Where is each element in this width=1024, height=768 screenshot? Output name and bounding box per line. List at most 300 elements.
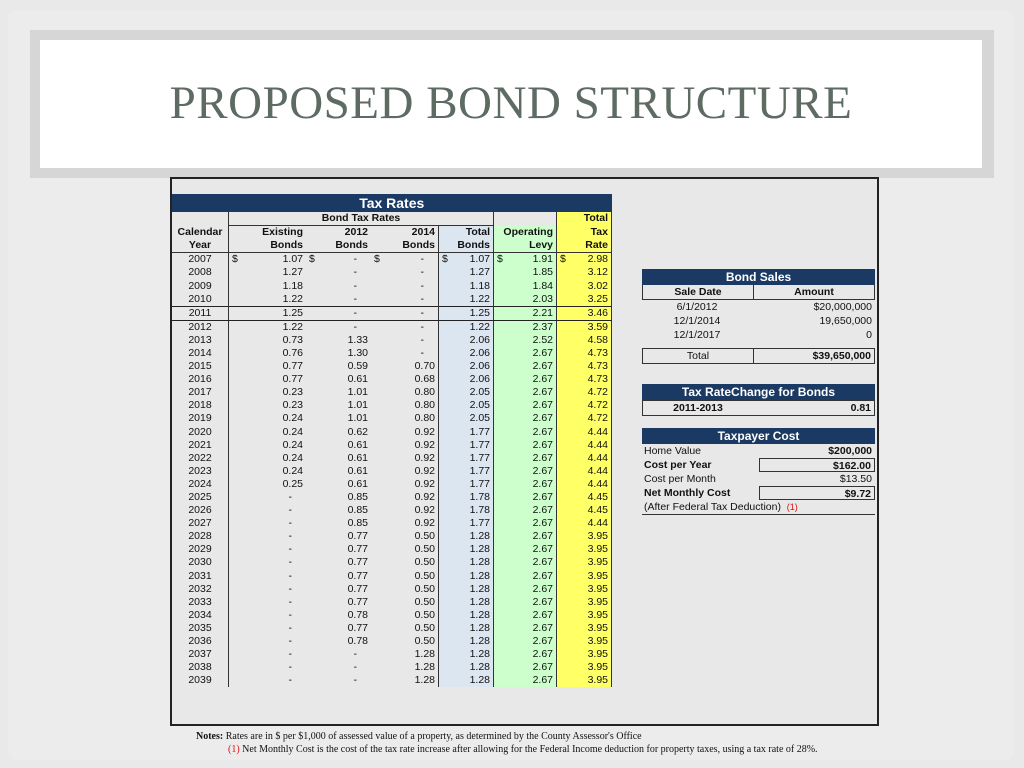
total-bonds-cell: 2.06	[439, 373, 494, 386]
year-cell: 2015	[188, 360, 212, 373]
table-row	[172, 360, 612, 373]
total-tax-rate-cell: 4.44	[557, 452, 612, 465]
bonds-2014-cell: 0.92	[414, 464, 435, 477]
bonds-2012-cell: -	[353, 648, 357, 661]
operating-levy-cell: 2.21	[494, 306, 557, 320]
tax-rates-title: Tax Rates	[172, 194, 612, 212]
year-cell: 2028	[188, 530, 212, 543]
year-cell: 2017	[188, 386, 212, 399]
table-row	[172, 347, 612, 360]
existing-bonds-cell: -	[229, 622, 307, 635]
cost-per-month-label: Cost per Month	[644, 473, 716, 485]
total-bonds-cell: 2.05	[439, 412, 494, 425]
existing-bonds-cell: -	[229, 491, 307, 504]
total-tax-rate-cell: $ 2.98	[557, 253, 612, 267]
year-cell: 2012	[188, 320, 212, 333]
table-row	[172, 674, 612, 687]
bonds-2014-cell: -	[371, 306, 439, 320]
total-tax-rate-cell: 4.58	[557, 334, 612, 347]
bonds-2014-cell: 0.80	[414, 412, 435, 425]
operating-levy-cell: 2.67	[494, 478, 557, 491]
total-tax-rate-cell: 4.44	[557, 517, 612, 530]
bond-sales-panel	[642, 269, 875, 364]
table-row	[172, 452, 612, 465]
bonds-2012-cell: 0.61	[347, 451, 368, 464]
existing-bonds-cell: 0.24	[229, 426, 307, 439]
year-cell: 2025	[188, 491, 212, 504]
operating-levy-cell: 2.67	[494, 674, 557, 687]
year-cell: 2019	[188, 412, 212, 425]
total-tax-rate-cell: 3.95	[557, 570, 612, 583]
cost-per-month: $13.50	[839, 473, 872, 485]
table-row	[172, 253, 612, 267]
cost-per-year-label: Cost per Year	[644, 459, 712, 471]
operating-levy-cell: 2.67	[494, 399, 557, 412]
amount-header: Amount	[794, 286, 834, 298]
bonds-2012-cell: 0.59	[347, 360, 368, 373]
bonds-2012-cell: 1.01	[347, 386, 368, 399]
existing-bonds-cell: 0.23	[229, 386, 307, 399]
total-bonds-cell: 1.28	[439, 570, 494, 583]
total-tax-rate-cell: 4.44	[557, 465, 612, 478]
total-bonds-cell: 1.28	[439, 674, 494, 687]
table-row	[172, 648, 612, 661]
taxpayer-cost-panel	[642, 428, 875, 515]
bonds-2014-cell: 0.50	[414, 556, 435, 569]
existing-bonds-cell: -	[229, 583, 307, 596]
total-tax-rate-cell: 4.73	[557, 347, 612, 360]
bonds-2012-cell: 0.77	[347, 582, 368, 595]
operating-levy-cell: 2.67	[494, 426, 557, 439]
year-cell: 2035	[188, 621, 212, 634]
bond-sale-row	[642, 300, 875, 314]
bonds-2014-cell: 0.92	[414, 451, 435, 464]
table-row	[172, 543, 612, 556]
table-row	[172, 293, 612, 307]
operating-levy-cell: 2.67	[494, 373, 557, 386]
bonds-2014-cell: 0.92	[414, 491, 435, 504]
total-bonds-cell: 1.28	[439, 661, 494, 674]
bonds-2012-cell: 0.61	[347, 464, 368, 477]
bonds-2014-cell: 0.68	[414, 373, 435, 386]
total-tax-rate-cell: 4.72	[557, 386, 612, 399]
total-bonds-header: Bonds	[439, 239, 494, 253]
year-cell: 2024	[188, 477, 212, 490]
sale-amount: 0	[866, 329, 872, 341]
total-tax-rate-cell: 3.95	[557, 543, 612, 556]
bonds-2014-cell: 0.50	[414, 608, 435, 621]
existing-bonds-cell: -	[229, 661, 307, 674]
operating-levy-cell: 2.67	[494, 504, 557, 517]
table-row	[172, 426, 612, 439]
bonds-2014-cell: -	[420, 333, 424, 346]
total-tax-rate-cell: 3.95	[557, 635, 612, 648]
operating-levy-cell: 2.67	[494, 648, 557, 661]
existing-bonds-cell: -	[229, 596, 307, 609]
existing-bonds-cell: 0.24	[229, 412, 307, 425]
table-row	[172, 266, 612, 279]
bonds-2012-cell: 0.78	[347, 608, 368, 621]
bonds-2014-cell: 0.92	[414, 477, 435, 490]
total-tax-rate-cell: 3.95	[557, 556, 612, 569]
total-tax-header: Tax	[557, 226, 612, 240]
bond-sale-row	[642, 328, 875, 342]
bonds-2012-cell: -	[353, 320, 357, 333]
bonds-2014-cell: 0.50	[414, 582, 435, 595]
existing-bonds-cell: 1.18	[229, 279, 307, 292]
bonds-2014-cell: 0.70	[414, 360, 435, 373]
year-cell: 2030	[188, 556, 212, 569]
b2012-header: Bonds	[335, 239, 368, 252]
operating-header: Levy	[494, 239, 557, 253]
bonds-2014-cell: $ -	[374, 253, 424, 266]
year-cell: 2022	[188, 451, 212, 464]
sale-date-header: Sale Date	[643, 285, 754, 299]
bond-tax-rates-header: Bond Tax Rates	[229, 212, 494, 226]
table-row	[172, 478, 612, 491]
operating-levy-cell: 2.67	[494, 583, 557, 596]
year-cell: 2010	[188, 292, 212, 305]
total-bonds-cell: 2.05	[439, 399, 494, 412]
bonds-2014-cell: 0.50	[414, 543, 435, 556]
year-cell: 2018	[188, 399, 212, 412]
total-bonds-cell: 1.28	[439, 543, 494, 556]
year-cell: 2016	[188, 373, 212, 386]
total-tax-rate-cell: 3.95	[557, 622, 612, 635]
bonds-2014-cell: -	[420, 320, 424, 333]
bonds-2012-cell: 0.85	[347, 504, 368, 517]
total-tax-rate-cell: 3.95	[557, 661, 612, 674]
total-tax-rate-cell: 4.72	[557, 412, 612, 425]
year-cell: 2032	[188, 582, 212, 595]
total-bonds-cell: 1.77	[439, 439, 494, 452]
total-tax-rate-cell: 3.95	[557, 609, 612, 622]
table-row	[172, 517, 612, 530]
bonds-2014-cell: 1.28	[414, 661, 435, 674]
total-bonds-cell: $ 1.07	[439, 253, 494, 267]
total-tax-rate-cell: 3.95	[557, 583, 612, 596]
total-bonds-cell: 1.28	[439, 609, 494, 622]
year-cell: 2029	[188, 543, 212, 556]
total-amount: $39,650,000	[812, 350, 871, 362]
operating-levy-cell: 2.67	[494, 556, 557, 569]
total-tax-rate-cell: 3.95	[557, 648, 612, 661]
bonds-2014-cell: 1.28	[414, 648, 435, 661]
bonds-2012-cell: 0.77	[347, 621, 368, 634]
table-row	[172, 635, 612, 648]
total-bonds-header: Total	[439, 226, 494, 240]
total-tax-rate-cell: 3.12	[557, 266, 612, 279]
total-tax-rate-cell: 3.25	[557, 293, 612, 307]
existing-header: Bonds	[229, 239, 307, 253]
currency-symbol: $	[442, 253, 448, 266]
existing-bonds-cell: -	[229, 556, 307, 569]
note-ref: (1)	[228, 744, 240, 755]
total-bonds-cell: 1.28	[439, 583, 494, 596]
bonds-2012-cell: 0.61	[347, 438, 368, 451]
sale-amount: 19,650,000	[819, 315, 872, 327]
bonds-2014-cell: 0.50	[414, 621, 435, 634]
tax-rates-body	[172, 253, 612, 688]
operating-levy-cell: 2.67	[494, 570, 557, 583]
currency-symbol: $	[309, 253, 315, 266]
bond-sales-title: Bond Sales	[642, 269, 875, 285]
bonds-2014-cell: 0.92	[414, 517, 435, 530]
total-bonds-cell: 2.06	[439, 360, 494, 373]
operating-levy-cell: 1.84	[494, 279, 557, 292]
total-tax-rate-cell: 4.44	[557, 478, 612, 491]
table-row	[172, 412, 612, 425]
year-cell: 2027	[188, 517, 212, 530]
rate-change-period: 2011-2013	[673, 402, 723, 414]
bonds-2012-cell: 0.78	[347, 635, 368, 648]
total-tax-rate-cell: 4.73	[557, 373, 612, 386]
total-tax-rate-cell: 3.02	[557, 279, 612, 292]
total-label: Total	[643, 349, 754, 363]
footnote-ref: (1)	[786, 502, 798, 512]
existing-bonds-cell: $ 1.07	[229, 253, 307, 267]
operating-levy-cell: 2.67	[494, 439, 557, 452]
total-bonds-cell: 1.22	[439, 320, 494, 334]
table-row	[172, 583, 612, 596]
b2014-header: Bonds	[402, 239, 435, 252]
table-row	[172, 622, 612, 635]
table-row	[172, 320, 612, 334]
bonds-2012-cell: 0.77	[347, 556, 368, 569]
bonds-2012-cell: 0.77	[347, 543, 368, 556]
total-bonds-cell: 2.06	[439, 347, 494, 360]
year-cell: 2026	[188, 504, 212, 517]
total-bonds-cell: 1.77	[439, 478, 494, 491]
existing-bonds-cell: -	[229, 570, 307, 583]
currency-symbol: $	[232, 253, 238, 266]
bonds-2014-cell: 0.50	[414, 595, 435, 608]
bonds-2012-cell: $ -	[309, 253, 357, 266]
table-row	[172, 570, 612, 583]
total-tax-header: Total	[557, 212, 612, 226]
bonds-2012-cell: -	[306, 306, 371, 320]
total-tax-rate-cell: 4.44	[557, 426, 612, 439]
existing-bonds-cell: 1.22	[229, 293, 307, 307]
bonds-2014-cell: 0.50	[414, 530, 435, 543]
existing-bonds-cell: 1.27	[229, 266, 307, 279]
bonds-2014-cell: 1.28	[414, 674, 435, 687]
notes-label: Notes:	[196, 731, 224, 742]
operating-levy-cell: 2.67	[494, 530, 557, 543]
bonds-2012-cell: 0.77	[347, 530, 368, 543]
bonds-2012-cell: -	[353, 279, 357, 292]
bonds-2012-cell: 0.77	[347, 595, 368, 608]
total-bonds-cell: 1.28	[439, 622, 494, 635]
existing-bonds-cell: -	[229, 543, 307, 556]
home-value: $200,000	[828, 445, 872, 457]
bonds-2012-cell: 0.77	[347, 569, 368, 582]
existing-bonds-cell: 0.25	[229, 478, 307, 491]
operating-levy-cell: 2.67	[494, 596, 557, 609]
existing-bonds-cell: 1.22	[229, 320, 307, 334]
tax-rates-table	[172, 194, 612, 687]
total-tax-rate-cell: 3.46	[557, 306, 612, 320]
bonds-2012-cell: -	[353, 292, 357, 305]
bonds-2012-cell: 1.33	[347, 333, 368, 346]
table-row	[172, 279, 612, 292]
operating-levy-cell: 2.67	[494, 609, 557, 622]
sale-date: 12/1/2014	[673, 315, 721, 327]
total-bonds-cell: 1.22	[439, 293, 494, 307]
note-line-1: Rates are in $ per $1,000 of assessed value of a property, as determined by the County Assessor's Office	[225, 731, 642, 742]
bonds-2012-cell: 0.85	[347, 517, 368, 530]
year-cell: 2033	[188, 595, 212, 608]
year-cell: 2007	[188, 253, 212, 266]
year-cell: 2014	[188, 346, 212, 359]
operating-levy-cell: 2.67	[494, 452, 557, 465]
note-line-2: Net Monthly Cost is the cost of the tax rate increase after allowing for the Federal Income deduction for property taxes, using a tax rate of 28%.	[242, 744, 818, 755]
year-cell: 2008	[188, 266, 212, 279]
year-cell: 2031	[188, 569, 212, 582]
operating-levy-cell: 2.67	[494, 386, 557, 399]
sale-amount: $20,000,000	[813, 301, 872, 313]
total-bonds-cell: 1.28	[439, 635, 494, 648]
total-bonds-cell: 2.05	[439, 386, 494, 399]
bonds-2014-cell: -	[420, 292, 424, 305]
total-bonds-cell: 1.25	[439, 306, 494, 320]
year-header: Year	[188, 239, 212, 252]
existing-bonds-cell: -	[229, 609, 307, 622]
operating-header: Operating	[494, 226, 557, 240]
total-tax-rate-cell: 4.73	[557, 360, 612, 373]
title-box	[40, 40, 982, 168]
existing-bonds-cell: -	[229, 635, 307, 648]
operating-levy-cell: 2.67	[494, 347, 557, 360]
net-monthly-cost-label: Net Monthly Cost	[644, 487, 731, 499]
existing-bonds-cell: 0.76	[229, 347, 307, 360]
rate-change-panel	[642, 384, 875, 416]
currency-symbol: $	[497, 253, 503, 266]
after-deduction-label: (After Federal Tax Deduction)	[644, 501, 781, 513]
operating-levy-cell: $ 1.91	[494, 253, 557, 267]
operating-levy-cell: 2.03	[494, 293, 557, 307]
existing-bonds-cell: 0.24	[229, 465, 307, 478]
existing-bonds-cell: -	[229, 648, 307, 661]
total-bonds-cell: 1.77	[439, 452, 494, 465]
total-bonds-cell: 2.06	[439, 334, 494, 347]
operating-levy-cell: 2.67	[494, 360, 557, 373]
bonds-2012-cell: 0.61	[347, 373, 368, 386]
year-cell: 2013	[188, 333, 212, 346]
operating-levy-cell: 2.67	[494, 661, 557, 674]
bonds-2012-cell: 0.85	[347, 491, 368, 504]
year-cell: 2009	[188, 279, 212, 292]
bonds-2012-cell: -	[353, 266, 357, 279]
table-row	[172, 399, 612, 412]
year-cell: 2039	[188, 674, 212, 687]
operating-levy-cell: 2.37	[494, 320, 557, 334]
table-row	[172, 504, 612, 517]
operating-levy-cell: 2.67	[494, 412, 557, 425]
existing-bonds-cell: -	[229, 530, 307, 543]
table-row	[172, 373, 612, 386]
existing-bonds-cell: -	[229, 517, 307, 530]
bonds-2014-cell: -	[420, 346, 424, 359]
total-tax-rate-cell: 3.59	[557, 320, 612, 334]
table-row	[172, 596, 612, 609]
notes	[196, 731, 818, 755]
total-tax-rate-cell: 3.95	[557, 596, 612, 609]
currency-symbol: $	[560, 253, 566, 266]
total-bonds-cell: 1.77	[439, 465, 494, 478]
operating-levy-cell: 2.67	[494, 635, 557, 648]
cost-per-year: $162.00	[759, 458, 875, 472]
table-row	[172, 491, 612, 504]
existing-bonds-cell: 0.24	[229, 452, 307, 465]
bonds-2012-cell: 1.01	[347, 399, 368, 412]
total-tax-rate-cell: 3.95	[557, 530, 612, 543]
table-row	[172, 439, 612, 452]
operating-levy-cell: 2.67	[494, 491, 557, 504]
bonds-2014-cell: 0.92	[414, 425, 435, 438]
total-bonds-cell: 1.77	[439, 517, 494, 530]
existing-bonds-cell: 0.23	[229, 399, 307, 412]
b2012-header: 2012	[344, 226, 368, 239]
existing-header: Existing	[229, 226, 307, 240]
total-bonds-cell: 1.27	[439, 266, 494, 279]
table-row	[172, 334, 612, 347]
existing-bonds-cell: 0.24	[229, 439, 307, 452]
year-cell: 2038	[188, 661, 212, 674]
table-row	[172, 465, 612, 478]
total-bonds-cell: 1.77	[439, 426, 494, 439]
bonds-2014-cell: -	[420, 266, 424, 279]
bonds-2014-cell: 0.92	[414, 438, 435, 451]
bonds-2012-cell: 0.62	[347, 425, 368, 438]
year-cell: 2023	[188, 464, 212, 477]
net-monthly-cost: $9.72	[759, 486, 875, 500]
year-cell: 2036	[188, 635, 212, 648]
sale-date: 12/1/2017	[673, 329, 721, 341]
total-tax-rate-cell: 4.45	[557, 491, 612, 504]
table-row	[172, 306, 612, 320]
existing-bonds-cell: 0.73	[229, 334, 307, 347]
bonds-2014-cell: 0.80	[414, 399, 435, 412]
year-cell: 2021	[188, 438, 212, 451]
year-cell: 2020	[188, 425, 212, 438]
total-bonds-cell: 1.78	[439, 491, 494, 504]
total-tax-rate-cell: 4.44	[557, 439, 612, 452]
operating-levy-cell: 2.67	[494, 517, 557, 530]
year-cell: 2037	[188, 648, 212, 661]
bonds-2012-cell: 1.01	[347, 412, 368, 425]
rate-change-value: 0.81	[850, 402, 871, 414]
bond-sale-row	[642, 314, 875, 328]
slide-title: PROPOSED BOND STRUCTURE	[169, 77, 853, 129]
home-value-label: Home Value	[644, 445, 702, 457]
bonds-2014-cell: 0.50	[414, 569, 435, 582]
operating-levy-cell: 2.67	[494, 622, 557, 635]
bonds-2014-cell: -	[420, 279, 424, 292]
year-cell: 2011	[172, 306, 229, 320]
bonds-2012-cell: -	[353, 661, 357, 674]
table-row	[172, 661, 612, 674]
table-row	[172, 530, 612, 543]
b2014-header: 2014	[411, 226, 435, 239]
total-bonds-cell: 1.28	[439, 596, 494, 609]
rate-change-title: Tax RateChange for Bonds	[642, 384, 875, 400]
total-bonds-cell: 1.28	[439, 556, 494, 569]
operating-levy-cell: 2.67	[494, 543, 557, 556]
table-row	[172, 386, 612, 399]
existing-bonds-cell: 0.77	[229, 373, 307, 386]
bonds-2014-cell: 0.50	[414, 635, 435, 648]
